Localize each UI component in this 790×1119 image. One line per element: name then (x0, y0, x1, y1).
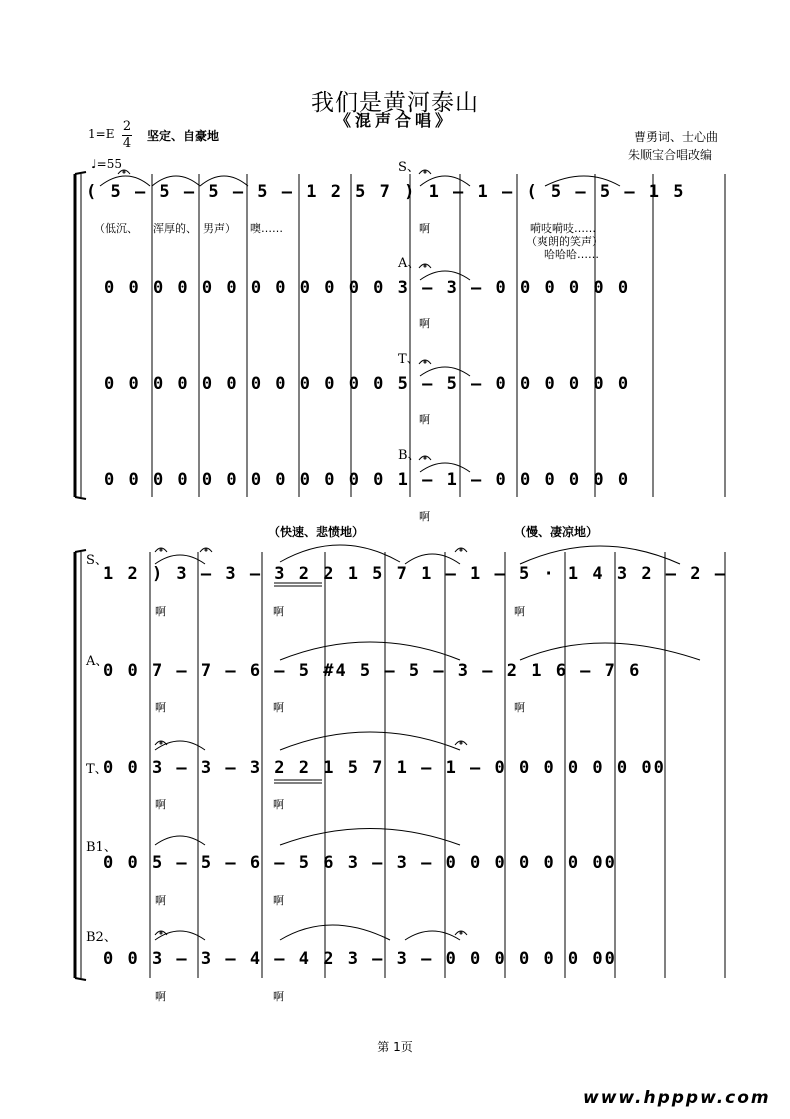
lyric: 男声） (203, 222, 236, 235)
lyric: 啊 (419, 317, 430, 330)
lyric: 啊 (155, 701, 166, 714)
soprano-line-2: 1 2 ) 3 – 3 – 3 2 2 1 5 7 1 – 1 – 5 · 1 4 3 2 – 2 – (103, 564, 727, 584)
lyric: 啊 (155, 990, 166, 1003)
lyric: 啊 (273, 605, 284, 618)
alto-line-2: 0 0 7 – 7 – 6 – 5 #4 5 – 5 – 3 – 2 1 6 – 7 6 (103, 661, 642, 681)
lyric: 嗬吱嗬吱…… (530, 222, 596, 235)
direction-slow: （慢、凄凉地） (514, 525, 599, 539)
page-number: 第 1页 (377, 1040, 413, 1054)
key-signature: 1=E (88, 127, 115, 141)
metronome-mark: ♩=55 (91, 157, 122, 171)
voice-label-tenor: T、 (86, 762, 108, 777)
voice-label-soprano: S、 (398, 160, 420, 175)
lyric: 啊 (514, 701, 525, 714)
voice-label-bass: B、 (398, 448, 421, 463)
alto-line-1: 0 0 0 0 0 0 0 0 0 0 0 0 3 – 3 – 0 0 0 0 0 0 (104, 278, 631, 298)
composer-credit: 曹勇词、士心曲 (634, 130, 719, 144)
tenor-line-1: 0 0 0 0 0 0 0 0 0 0 0 0 5 – 5 – 0 0 0 0 0 0 (104, 374, 631, 394)
time-signature: 2 4 (122, 119, 132, 151)
voice-label-tenor: T、 (398, 352, 420, 367)
lyric: 浑厚的、 (153, 222, 197, 235)
voice-label-alto: A、 (86, 654, 109, 669)
lyric: 啊 (273, 701, 284, 714)
voice-label-soprano: S、 (86, 553, 108, 568)
lyric: 啊 (419, 413, 430, 426)
lyric: 啊 (514, 605, 525, 618)
lyric: 啊 (419, 510, 430, 523)
lyric: 哈哈哈…… (544, 248, 599, 261)
watermark: www.hpppw.com (583, 1088, 771, 1108)
lyric: 啊 (419, 222, 430, 235)
voice-label-bass2: B2、 (86, 930, 117, 945)
lyric: 啊 (273, 798, 284, 811)
score-title: 我们是黄河泰山 (311, 90, 479, 116)
tempo-marking: 坚定、自豪地 (147, 129, 220, 143)
lyric: 啊 (273, 894, 284, 907)
tenor-line-2: 0 0 3 – 3 – 3 2 2 1 5 7 1 – 1 – 0 0 0 0 0 0 00 (103, 758, 666, 778)
voice-label-alto: A、 (398, 256, 421, 271)
lyric: （爽朗的笑声） (526, 235, 603, 248)
bass2-line-2: 0 0 3 – 3 – 4 – 4 2 3 – 3 – 0 0 0 0 0 0 00 (103, 949, 617, 969)
bass-line-1: 0 0 0 0 0 0 0 0 0 0 0 0 1 – 1 – 0 0 0 0 0 0 (104, 470, 631, 490)
bass1-line-2: 0 0 5 – 5 – 6 – 5 6 3 – 3 – 0 0 0 0 0 0 00 (103, 853, 617, 873)
direction-fast: （快速、悲愤地） (268, 525, 365, 539)
lyric: 噢…… (250, 222, 283, 235)
lyric: 啊 (155, 605, 166, 618)
voice-label-bass1: B1、 (86, 840, 117, 855)
lyric: 啊 (155, 894, 166, 907)
soprano-line-1: ( 5 – 5 – 5 – 5 – 1 2 5 7 ) 1 – 1 – ( 5 – 5 – 1 5 (86, 182, 686, 202)
lyric: （低沉、 (94, 222, 138, 235)
arranger-credit: 朱顺宝合唱改编 (628, 148, 713, 162)
score-subtitle: 《混声合唱》 (334, 111, 455, 130)
lyric: 啊 (155, 798, 166, 811)
lyric: 啊 (273, 990, 284, 1003)
